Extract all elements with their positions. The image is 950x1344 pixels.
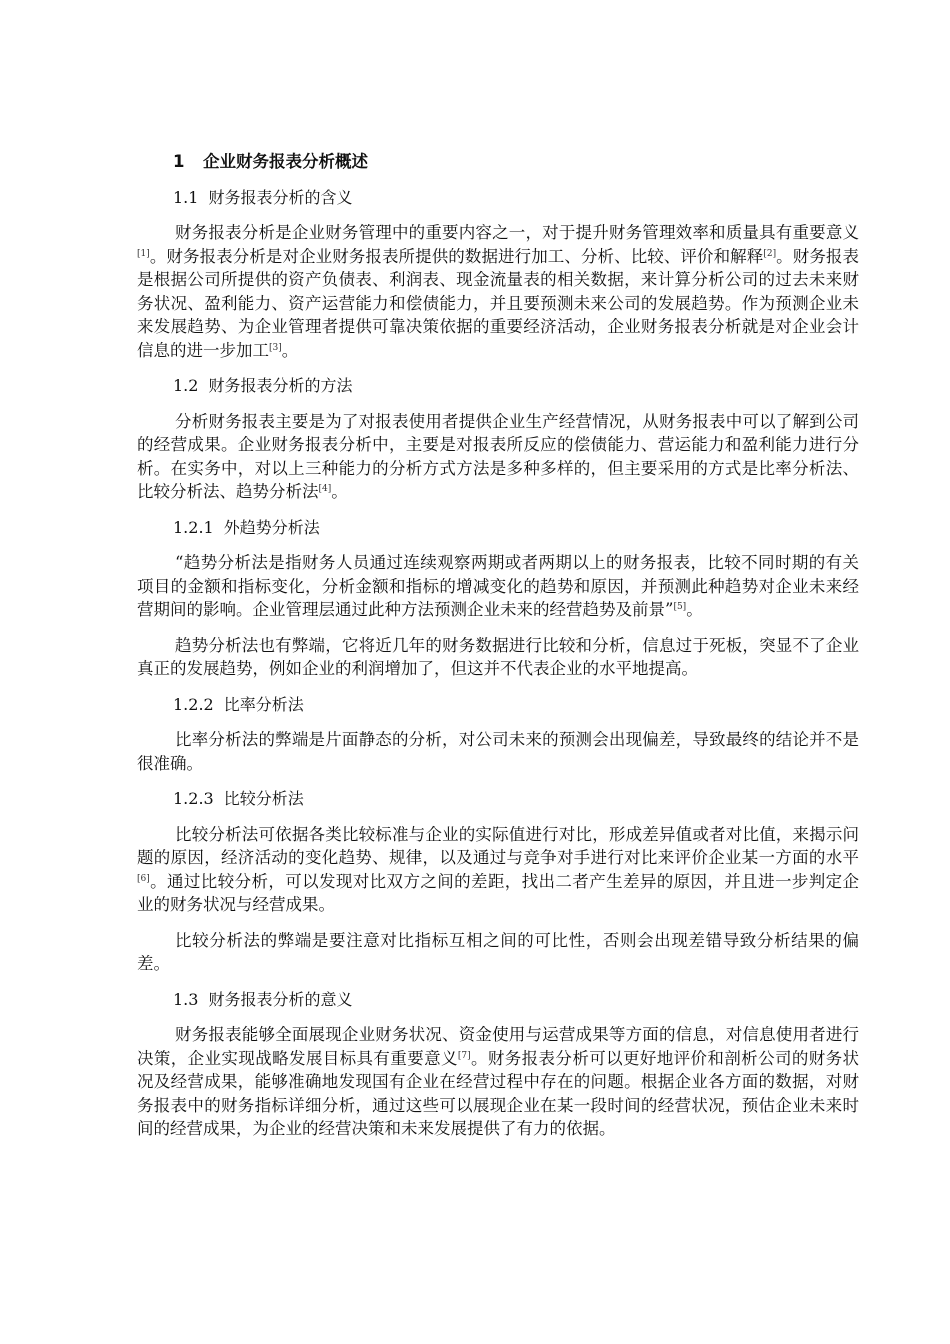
heading-title: 财务报表分析的意义 <box>208 989 353 1009</box>
paragraph <box>137 823 859 917</box>
paragraph <box>137 1023 859 1141</box>
heading-number: 1.3 <box>173 989 199 1009</box>
paragraph-text: 比率分析法的弊端是片面静态的分析，对公司未来的预测会出现偏差，导致最终的结论并不是很准确。 <box>137 730 859 773</box>
subsection-heading <box>173 374 859 398</box>
paragraph-text: 。通过比较分析，可以发现对比双方之间的差距，找出二者产生差异的原因，并且进一步判定企业的财务状况与经营成果。 <box>137 871 859 914</box>
citation-marker: [4] <box>318 484 332 494</box>
heading-number: 1.1 <box>173 187 199 207</box>
citation-marker: [1] <box>137 248 150 259</box>
paragraph-text: 趋势分析法也有弊端，它将近几年的财务数据进行比较和分析，信息过于死板，突显不了企业真正的发展趋势，例如企业的利润增加了，但这并不代表企业的水平地提高。 <box>137 635 859 678</box>
subsection-heading <box>173 516 859 540</box>
paragraph-text: 财务报表能够全面展现企业财务状况、资金使用与运营成果等方面的信息，对信息使用者进行决策，企业实现战略发展目标具有重要意义 <box>137 1025 859 1068</box>
subsection-heading <box>173 988 859 1012</box>
heading-number: 1.2.2 <box>173 694 214 714</box>
paragraph-text: 比较分析法的弊端是要注意对比指标互相之间的可比性，否则会出现差错导致分析结果的偏差。 <box>137 930 859 973</box>
paragraph-text: 比较分析法可依据各类比较标准与企业的实际值进行对比，形成差异值或者对比值，来揭示问题的原因，经济活动的变化趋势、规律，以及通过与竞争对手进行对比来评价企业某一方面的水平 <box>137 824 859 867</box>
heading-title: 财务报表分析的方法 <box>208 376 353 395</box>
paragraph-text: 财务报表分析是企业财务管理中的重要内容之一，对于提升财务管理效率和质量具有重要意义 <box>175 223 859 242</box>
document-body <box>137 150 859 1153</box>
citation-marker: [7] <box>457 1050 471 1061</box>
heading-number: 1.2 <box>173 376 199 395</box>
heading-title: 企业财务报表分析概述 <box>203 152 368 171</box>
heading-number: 1.2.3 <box>173 789 214 808</box>
subsection-heading <box>173 693 859 717</box>
paragraph <box>137 634 859 681</box>
heading-number: 1.2.1 <box>173 517 214 537</box>
heading-title: 外趋势分析法 <box>223 517 320 537</box>
paragraph-text: “趋势分析法是指财务人员通过连续观察两期或者两期以上的财务报表，比较不同时期的有关项目的金额和指标变化，分析金额和指标的增减变化的趋势和原因，并预测此种趋势对企业未来经营期间的影响。企业管理层通过此种方法预测企业未来的经营趋势及前景” <box>137 553 859 619</box>
citation-marker: [3] <box>269 342 282 353</box>
paragraph-text: 分析财务报表主要是为了对报表使用者提供企业生产经营情况，从财务报表中可以了解到公司的经营成果。企业财务报表分析中，主要是对报表所反应的偿债能力、营运能力和盈利能力进行分析。在实务中，对以上三种能力的分析方式方法是多种多样的，但主要采用的方式是比率分析法、比较分析法、趋势分析法 <box>137 411 859 501</box>
paragraph <box>137 551 859 622</box>
paragraph <box>137 728 859 775</box>
paragraph <box>137 410 859 504</box>
subsection-heading <box>173 186 859 210</box>
heading-title: 比较分析法 <box>223 789 304 808</box>
paragraph-text: 。财务报表是根据公司所提供的资产负债表、利润表、现金流量表的相关数据，来计算分析公司的过去未来财务状况、盈利能力、资产运营能力和偿债能力，并且要预测未来公司的发展趋势。作为预测企业未来发展趋势、为企业管理者提供可靠决策依据的重要经济活动，企业财务报表分析就是对企业会计信息的进一步加工 <box>137 246 860 360</box>
heading-title: 财务报表分析的含义 <box>208 187 353 207</box>
subsection-heading <box>173 787 859 811</box>
paragraph <box>137 929 859 976</box>
paragraph-text: 。 <box>281 340 299 360</box>
citation-marker: [2] <box>763 248 777 259</box>
citation-marker: [6] <box>137 873 150 884</box>
heading-title: 比率分析法 <box>223 694 304 714</box>
paragraph-text: 。 <box>331 482 348 501</box>
paragraph-text: 。财务报表分析可以更好地评价和剖析公司的财务状况及经营成果，能够准确地发现国有企业在经营过程中存在的问题。根据企业各方面的数据，对财务报表中的财务指标详细分析，通过这些可以展现企业在某一段时间的经营状况，预估企业未来时间的经营成果，为企业的经营决策和未来发展提供了有力的依据。 <box>137 1048 860 1138</box>
paragraph-text: 。 <box>686 600 703 619</box>
section-heading <box>173 150 859 174</box>
paragraph-text: 。财务报表分析是对企业财务报表所提供的数据进行加工、分析、比较、评价和解释 <box>149 246 764 266</box>
paragraph <box>137 221 859 362</box>
heading-number: 1 <box>173 152 185 171</box>
citation-marker: [5] <box>673 602 687 612</box>
